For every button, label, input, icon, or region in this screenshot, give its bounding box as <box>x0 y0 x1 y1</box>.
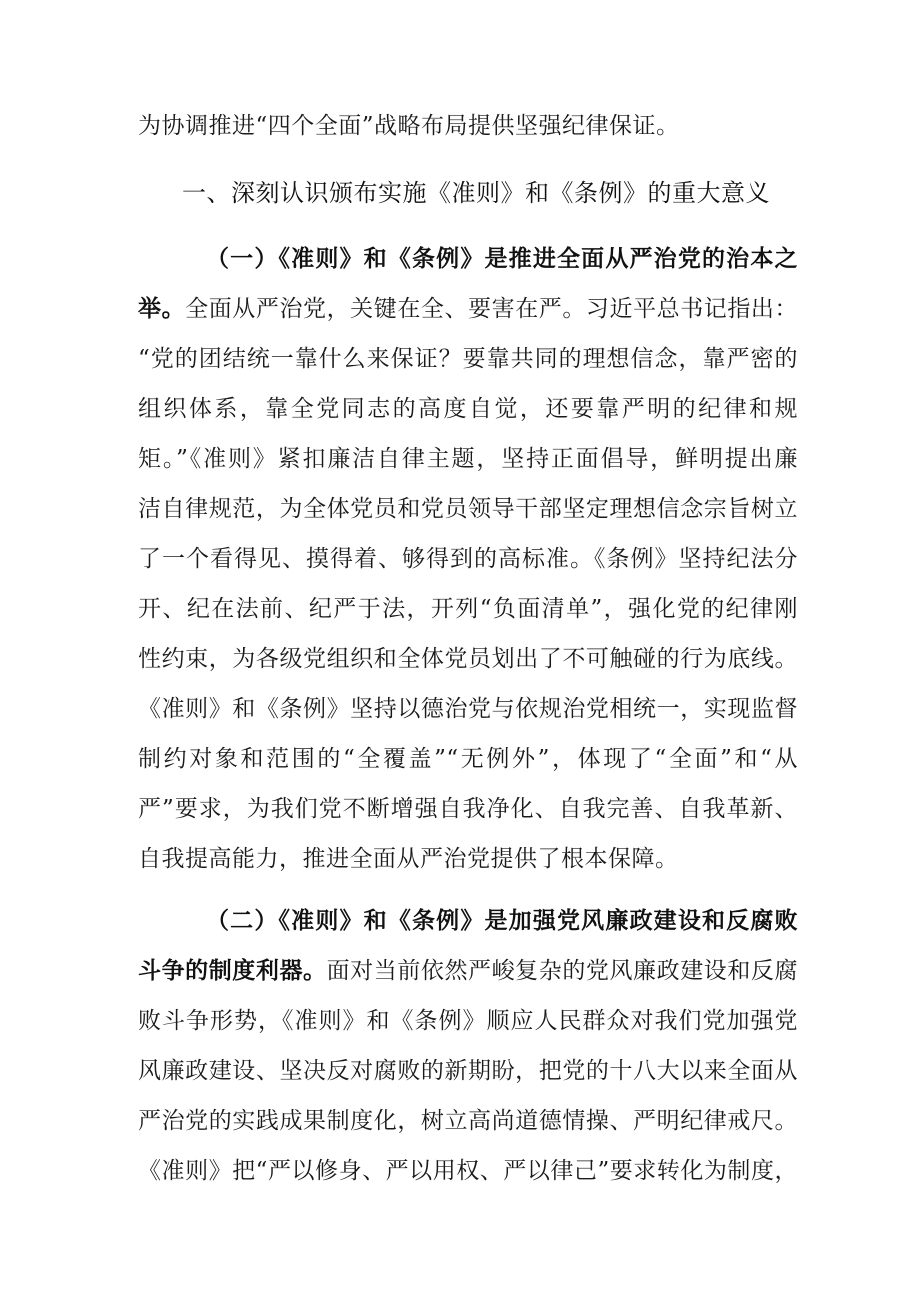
sub1-body-line: 自我提高能力，推进全面从严治党提供了根本保障。 <box>138 846 679 872</box>
sub1-body-line: 严”要求，为我们党不断增强自我净化、自我完善、自我革新、 <box>138 796 798 822</box>
sub2-title-line1: （二）《准则》和《条例》是加强党风廉政建设和反腐败 <box>206 908 798 934</box>
sub1-body-line: “党的团结统一靠什么来保证？要靠共同的理想信念，靠严密的 <box>138 346 798 372</box>
sub2-body-line: 败斗争形势，《准则》和《条例》顺应人民群众对我们党加强党 <box>138 1008 798 1034</box>
sub2-body-line: 《准则》把“严以修身、严以用权、严以律己”要求转化为制度， <box>138 1158 798 1184</box>
sub1-line-2 <box>138 284 798 334</box>
sub1-body-line: 开、纪在法前、纪严于法，开列“负面清单”，强化党的纪律刚 <box>138 596 798 622</box>
sub1-body-line: 性约束，为各级党组织和全体党员划出了不可触碰的行为底线。 <box>138 646 798 672</box>
sub2-title-line2: 斗争的制度利器。 <box>138 958 327 984</box>
sub1-body-line: 《准则》和《条例》坚持以德治党与依规治党相统一，实现监督 <box>138 696 798 722</box>
sub2-body-first: 面对当前依然严峻复杂的党风廉政建设和反腐 <box>326 958 799 984</box>
sub2-body-line: 风廉政建设、坚决反对腐败的新期盼，把党的十八大以来全面从 <box>138 1058 798 1084</box>
sub2-line-2 <box>138 946 798 996</box>
sub1-title-line2: 举。 <box>138 296 186 322</box>
sub2-body-line: 严治党的实践成果制度化，树立高尚道德情操、严明纪律戒尺。 <box>138 1108 798 1134</box>
sub1-body-line: 制约对象和范围的“全覆盖”“无例外”，体现了“全面”和“从 <box>138 746 798 772</box>
sub1-title-line1: （一）《准则》和《条例》是推进全面从严治党的治本之 <box>206 246 798 272</box>
sub1-body-line: 组织体系，靠全党同志的高度自觉，还要靠严明的纪律和规 <box>138 396 798 422</box>
sub1-body-line: 矩。”《准则》紧扣廉洁自律主题，坚持正面倡导，鲜明提出廉 <box>138 446 798 472</box>
section-heading: 一、深刻认识颁布实施《准则》和《条例》的重大意义 <box>182 179 770 207</box>
sub1-body-line: 洁自律规范，为全体党员和党员领导干部坚定理想信念宗旨树立 <box>138 496 798 522</box>
sub1-body-first: 全面从严治党，关键在全、要害在严。习近平总书记指出： <box>185 296 799 322</box>
sub1-body-line: 了一个看得见、摸得着、够得到的高标准。《条例》坚持纪法分 <box>138 546 798 572</box>
intro-tail-line: 为协调推进“四个全面”战略布局提供坚强纪律保证。 <box>138 113 680 139</box>
